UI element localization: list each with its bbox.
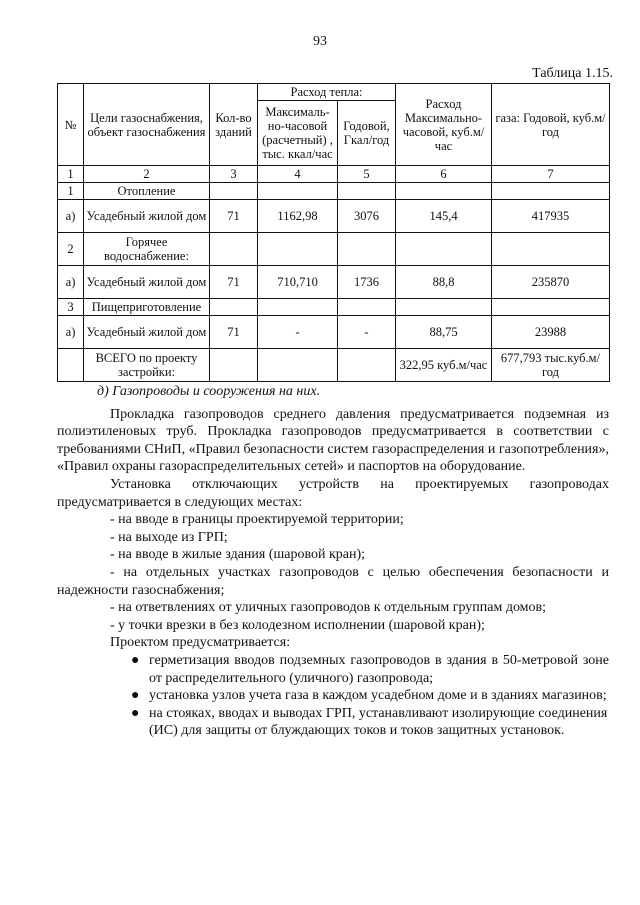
table-row	[58, 200, 610, 233]
table-row	[58, 233, 610, 266]
cell-heat-year: 1736	[338, 266, 396, 299]
cell-gas-year: 417935	[492, 200, 610, 233]
cell-num: а)	[58, 316, 84, 349]
total-gas-year: 677,793 тыс.куб.м/год	[492, 349, 610, 382]
cell-gas-max: 88,8	[396, 266, 492, 299]
cell-heat-max	[258, 233, 338, 266]
bullet-icon: ●	[131, 688, 140, 704]
page-number: 93	[313, 34, 327, 49]
cell-gas-max	[396, 183, 492, 200]
table-row	[58, 183, 610, 200]
cell-heat-year	[338, 299, 396, 316]
cell-count: 71	[210, 200, 258, 233]
body-text	[57, 383, 609, 740]
header-num: №	[58, 84, 84, 166]
total-label: ВСЕГО по проекту застройки:	[84, 349, 210, 382]
dash-item: - на ответвлениях от уличных газопроводов к отдельным группам домов;	[110, 600, 547, 616]
header-heat-max: Максималь-но-часовой (расчетный) , тыс. ккал/час	[258, 101, 338, 166]
cell-gas-year	[492, 299, 610, 316]
header-purpose: Цели газоснабжения, объект газоснабжения	[84, 84, 210, 166]
list-item	[57, 705, 609, 740]
header-heat-year: Годовой, Гкал/год	[338, 101, 396, 166]
cell-heat-year	[338, 233, 396, 266]
cell-heat-year: -	[338, 316, 396, 349]
cell-heat-max: -	[258, 316, 338, 349]
table-header-row	[58, 84, 610, 101]
cell-num: 3	[58, 299, 84, 316]
col-number: 3	[210, 166, 258, 183]
cell-gas-year: 23988	[492, 316, 610, 349]
cell-name: Усадебный жилой дом	[84, 200, 210, 233]
col-number: 2	[84, 166, 210, 183]
cell-name: Пищеприготовление	[84, 299, 210, 316]
table-row	[58, 316, 610, 349]
header-count: Кол-во зданий	[210, 84, 258, 166]
cell-count: 71	[210, 316, 258, 349]
col-number: 7	[492, 166, 610, 183]
cell-heat-max	[258, 349, 338, 382]
dash-item: - на отдельных участках газопроводов с целью обеспечения безопасности и надежности газоснабжения;	[57, 564, 609, 598]
cell-num: 2	[58, 233, 84, 266]
dash-item: - на вводе в жилые здания (шаровой кран);	[110, 547, 366, 563]
paragraph: Установка отключающих устройств на проектируемых газопроводах предусматривается в следующих местах:	[57, 476, 609, 510]
cell-name: Горячее водоснабжение:	[84, 233, 210, 266]
cell-heat-max	[258, 183, 338, 200]
table-caption: Таблица 1.15.	[532, 66, 613, 81]
cell-num: а)	[58, 200, 84, 233]
dash-item: - на выходе из ГРП;	[110, 529, 228, 545]
cell-gas-year	[492, 183, 610, 200]
cell-name: Усадебный жилой дом	[84, 316, 210, 349]
col-number: 4	[258, 166, 338, 183]
cell-num	[58, 349, 84, 382]
list-item-text: установка узлов учета газа в каждом усадебном доме и в зданиях магазинов;	[149, 688, 607, 704]
cell-heat-max: 710,710	[258, 266, 338, 299]
cell-count	[210, 299, 258, 316]
cell-num: 1	[58, 183, 84, 200]
cell-count	[210, 349, 258, 382]
list-item	[57, 652, 609, 687]
list-item-text: на стояках, вводах и выводах ГРП, устанавливают изолирующие соединения (ИС) для защиты от блуждающих токов и токов защитных установок.	[149, 705, 608, 739]
table-row	[58, 299, 610, 316]
cell-heat-max: 1162,98	[258, 200, 338, 233]
col-number: 6	[396, 166, 492, 183]
gas-supply-table	[57, 83, 610, 382]
cell-gas-max	[396, 233, 492, 266]
list-item	[57, 687, 609, 705]
bullet-icon: ●	[131, 652, 140, 668]
paragraph: Прокладка газопроводов среднего давления предусматривается подземная из полиэтиленовых труб. Прокладка газопроводов предусматривается в соответствии с требованиями СНиП, «Правил безопасности систем газораспределения и газопотребления», «Правил охраны газораспределительных сетей» и паспортов на оборудование.	[57, 406, 609, 475]
cell-heat-max	[258, 299, 338, 316]
cell-heat-year: 3076	[338, 200, 396, 233]
table-row	[58, 266, 610, 299]
header-gas-max: Расход Максимально-часовой, куб.м/час	[396, 84, 492, 166]
column-numbers-row	[58, 166, 610, 183]
cell-num: а)	[58, 266, 84, 299]
cell-count: 71	[210, 266, 258, 299]
cell-name: Отопление	[84, 183, 210, 200]
total-gas-max: 322,95 куб.м/час	[396, 349, 492, 382]
col-number: 5	[338, 166, 396, 183]
cell-gas-max	[396, 299, 492, 316]
section-subheading: д) Газопроводы и сооружения на них.	[97, 384, 321, 399]
col-number: 1	[58, 166, 84, 183]
bullet-list	[57, 652, 609, 740]
dash-item: - у точки врезки в без колодезном исполнении (шаровой кран);	[110, 617, 485, 633]
list-item-text: герметизация вводов подземных газопроводов в здания в 50-метровой зоне от распределительного (уличного) газопровода;	[149, 652, 609, 686]
cell-count	[210, 183, 258, 200]
bullet-icon: ●	[131, 705, 140, 721]
cell-name: Усадебный жилой дом	[84, 266, 210, 299]
cell-count	[210, 233, 258, 266]
header-heat-group: Расход тепла:	[258, 84, 396, 101]
total-row	[58, 349, 610, 382]
cell-gas-year: 235870	[492, 266, 610, 299]
cell-heat-year	[338, 349, 396, 382]
header-gas-year: газа: Годовой, куб.м/год	[492, 84, 610, 166]
project-intro: Проектом предусматривается:	[110, 635, 291, 651]
cell-gas-max: 88,75	[396, 316, 492, 349]
cell-gas-year	[492, 233, 610, 266]
dash-item: - на вводе в границы проектируемой территории;	[110, 512, 404, 528]
cell-heat-year	[338, 183, 396, 200]
cell-gas-max: 145,4	[396, 200, 492, 233]
